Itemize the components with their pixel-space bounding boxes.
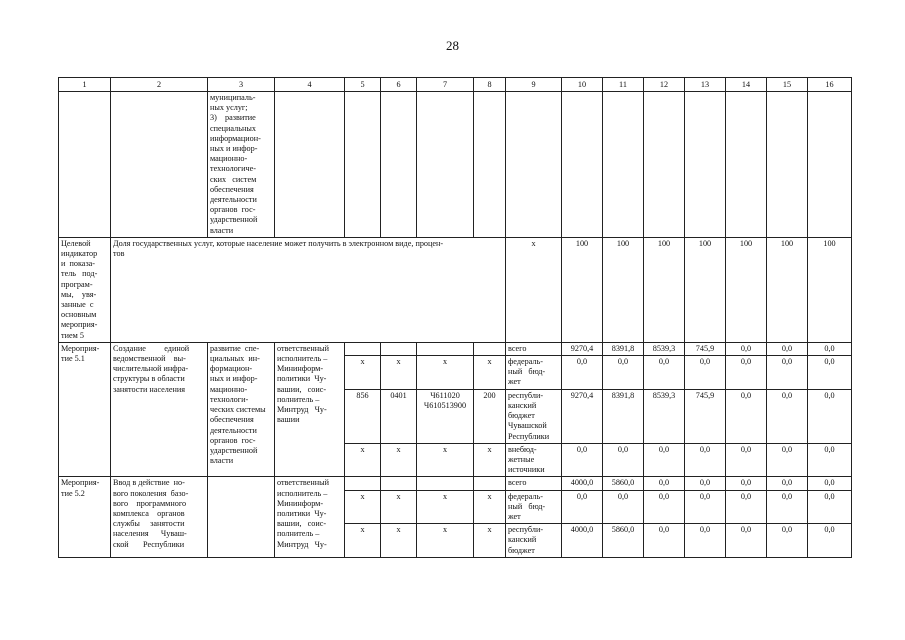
col-header: 14 [726,78,767,92]
text-line: Доля государственных услуг, которые население может получить в электронном виде, процен- [113,238,444,248]
section-code: x [381,356,417,390]
text-line: Мероприя- [61,478,100,488]
col-header: 12 [644,78,685,92]
text-line: ных и инфор- [210,144,258,154]
text-line: деятельности [210,195,257,205]
funding-value: 8391,8 [603,342,644,355]
text-line: республи- [508,390,544,400]
funding-value: 0,0 [808,524,852,558]
text-line: всего [508,478,527,488]
text-line: тов [113,249,125,259]
funding-value: 5860,0 [603,477,644,490]
expense-type-code: x [474,524,506,558]
text-line: индикатор [61,249,98,259]
text-line: ный бюд- [508,501,546,511]
col-header: 3 [208,78,275,92]
indicator-row [59,237,852,342]
col-header: 13 [685,78,726,92]
text-line: Чувашской [508,421,547,431]
text-line: политики Чу- [277,374,327,384]
text-line: ударственной [210,445,258,455]
funding-value: 745,9 [685,342,726,355]
text-line: ных услуг; [210,103,248,113]
funding-source [506,524,562,558]
text-line: службы занятости [113,519,185,529]
col-header: 6 [381,78,417,92]
grbs-code [345,342,381,355]
funding-source [506,389,562,443]
target-article-code: x [417,490,474,524]
text-line: деятельности [210,425,257,435]
funding-value: 0,0 [726,524,767,558]
funding-source [506,356,562,390]
text-line: структуры в области [113,374,185,384]
section-code: x [381,524,417,558]
funding-value: 4000,0 [562,524,603,558]
text-line: Минтруд Чу- [277,405,327,415]
indicator-value: 100 [562,237,603,342]
text-line: обеспечения [210,184,254,194]
funding-value: 0,0 [685,356,726,390]
text-line: ответственный [277,478,330,488]
text-line: политики Чу- [277,508,327,518]
text-line: тель под- [61,269,98,279]
funding-value: 0,0 [562,356,603,390]
funding-value: 5860,0 [603,524,644,558]
indicator-value: 100 [808,237,852,342]
task-cell [208,92,275,238]
funding-value: 8539,3 [644,389,685,443]
funding-source [506,443,562,477]
indicator-value: 100 [644,237,685,342]
target-article-code: Ч611020 Ч610513900 [417,389,474,443]
text-line: Создание единой [113,343,190,353]
grbs-code: x [345,524,381,558]
text-line: исполнитель – [277,488,328,498]
funding-value: 0,0 [767,477,808,490]
text-line: власти [210,456,234,466]
indicator-value: 100 [767,237,808,342]
header-row [59,78,852,92]
col-header: 7 [417,78,474,92]
section-code: x [381,443,417,477]
funding-value: 0,0 [685,477,726,490]
text-line: муниципаль- [210,93,256,102]
measure-label [59,477,111,557]
text-line: полнитель – [277,529,320,539]
funding-row [59,477,852,490]
funding-value: 745,9 [685,389,726,443]
expense-type-code [474,342,506,355]
text-line: тие 5.1 [61,354,85,364]
funding-value: 0,0 [562,490,603,524]
indicator-value: 100 [603,237,644,342]
grbs-code: x [345,490,381,524]
expense-type-code: 200 [474,389,506,443]
target-article-code: x [417,443,474,477]
text-line: населения Чуваш- [113,529,187,539]
text-line: ведомственной вы- [113,354,186,364]
funding-value: 0,0 [644,356,685,390]
text-line: програм- [61,279,93,289]
funding-value: 0,0 [808,356,852,390]
program-table [58,77,852,558]
col-header: 11 [603,78,644,92]
measure-name [111,342,208,476]
measure-task [208,342,275,476]
text-line: ческих системы [210,405,266,415]
text-line: органов гос- [210,435,256,445]
text-line: жет [508,377,521,387]
text-line: Целевой [61,238,91,248]
text-line: республи- [508,525,544,535]
text-line: вашии [277,415,300,425]
funding-value: 0,0 [726,443,767,477]
funding-value: 0,0 [767,389,808,443]
funding-value: 0,0 [767,524,808,558]
text-line: канский [508,535,537,545]
funding-value: 0,0 [808,490,852,524]
grbs-code [345,477,381,490]
funding-value: 0,0 [726,356,767,390]
funding-value: 0,0 [808,342,852,355]
page-number: 28 [446,38,459,53]
text-line: технологи- [210,394,249,404]
text-line: источники [508,465,545,475]
col-header: 9 [506,78,562,92]
text-line: информацион- [210,133,261,143]
text-line: Ввод в действие но- [113,478,185,488]
funding-value: 0,0 [603,443,644,477]
funding-value: 9270,4 [562,389,603,443]
col-header: 10 [562,78,603,92]
funding-value: 0,0 [685,490,726,524]
text-line: и показа- [61,259,96,269]
text-line: федераль- [508,491,543,501]
col-header: 5 [345,78,381,92]
grbs-code: x [345,443,381,477]
text-line: числительной инфра- [113,364,189,374]
text-line: бюджет [508,411,535,421]
funding-value: 0,0 [562,443,603,477]
measure-5-2-block [59,477,852,557]
target-article-code [417,342,474,355]
funding-value: 0,0 [644,524,685,558]
funding-row [59,342,852,355]
text-line: мероприя- [61,320,98,330]
text-line: всего [508,343,527,353]
indicator-source: x [506,237,562,342]
text-line: формацион- [210,364,253,374]
col-header: 4 [275,78,345,92]
text-line: вашии, соис- [277,519,327,529]
funding-value: 8539,3 [644,342,685,355]
funding-value: 0,0 [685,443,726,477]
text-line: мационно- [210,384,248,394]
text-line: развитие спе- [210,343,260,353]
funding-value: 0,0 [644,443,685,477]
text-line: вашии, соис- [277,384,327,394]
text-line: специальных [210,123,256,133]
target-article-code: x [417,524,474,558]
text-line: ных и инфор- [210,374,258,384]
funding-value: 0,0 [726,490,767,524]
text-line: циальных ин- [210,354,260,364]
funding-source [506,477,562,490]
text-line: бюджет [508,545,535,555]
expense-type-code: x [474,356,506,390]
funding-value: 0,0 [644,490,685,524]
text-line: тием 5 [61,330,84,340]
text-line: Мероприя- [61,343,100,353]
text-line: Мининформ- [277,498,324,508]
text-line: занятости населения [113,384,186,394]
measure-task [208,477,275,557]
indicator-text [111,237,506,342]
text-line: тие 5.2 [61,488,85,498]
funding-value: 0,0 [767,443,808,477]
text-line: ских систем [210,174,257,184]
text-line: Минтруд Чу- [277,539,327,549]
text-line: исполнитель – [277,354,328,364]
text-line: вого программного [113,498,187,508]
funding-value: 0,0 [644,477,685,490]
text-line: Республики [508,431,550,441]
measure-5-1-block [59,342,852,476]
funding-value: 0,0 [767,356,808,390]
grbs-code: x [345,356,381,390]
target-article-code: x [417,356,474,390]
text-line: основным [61,310,97,320]
funding-source [506,342,562,355]
section-code: 0401 [381,389,417,443]
text-line: ударственной [210,215,258,225]
text-line: органов гос- [210,205,256,215]
text-line: Мининформ- [277,364,324,374]
col-header: 8 [474,78,506,92]
funding-value: 0,0 [726,477,767,490]
measure-name [111,477,208,557]
funding-value: 8391,8 [603,389,644,443]
text-line: ской Республики [113,539,185,549]
text-line: ный бюд- [508,367,546,377]
funding-value: 4000,0 [562,477,603,490]
text-line: полнитель – [277,394,320,404]
col-header: 16 [808,78,852,92]
text-line: жет [508,511,521,521]
funding-value: 0,0 [603,356,644,390]
text-line: федераль- [508,357,543,367]
funding-value: 0,0 [767,342,808,355]
continuation-row [59,92,852,238]
section-code [381,342,417,355]
text-line: технологиче- [210,164,256,174]
text-line: комплекса органов [113,508,185,518]
funding-value: 9270,4 [562,342,603,355]
grbs-code: 856 [345,389,381,443]
expense-type-code [474,477,506,490]
funding-value: 0,0 [808,477,852,490]
funding-value: 0,0 [808,443,852,477]
measure-executor [275,477,345,557]
text-line: мационно- [210,154,248,164]
funding-value: 0,0 [685,524,726,558]
section-code: x [381,490,417,524]
text-line: жетные [508,454,535,464]
col-header: 1 [59,78,111,92]
text-line: ответственный [277,343,330,353]
funding-value: 0,0 [767,490,808,524]
target-article-code [417,477,474,490]
col-header: 2 [111,78,208,92]
expense-type-code: x [474,490,506,524]
text-line: власти [210,225,234,235]
measure-executor [275,342,345,476]
text-line: внебюд- [508,444,537,454]
expense-type-code: x [474,443,506,477]
indicator-value: 100 [685,237,726,342]
measure-label [59,342,111,476]
funding-source [506,490,562,524]
text-line: обеспечения [210,415,254,425]
col-header: 15 [767,78,808,92]
funding-value: 0,0 [726,342,767,355]
section-code [381,477,417,490]
text-line: 3) развитие [210,113,256,123]
text-line: канский [508,400,537,410]
text-line: мы, увя- [61,289,97,299]
text-line: вого поколения базо- [113,488,189,498]
funding-value: 0,0 [808,389,852,443]
text-line: занные с [61,300,94,310]
indicator-value: 100 [726,237,767,342]
funding-value: 0,0 [726,389,767,443]
funding-value: 0,0 [603,490,644,524]
indicator-label [59,237,111,342]
